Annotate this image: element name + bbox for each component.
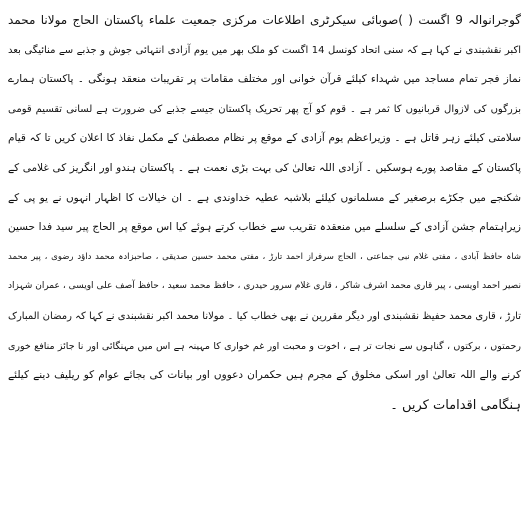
- article-line: شاہ حافظ آبادی ، مفتی غلام نبی جماعتی ، الحاج سرفراز احمد تارڑ ، مفتی محمد حسین صدیقی ، صاحبزادہ محمد داؤد رضوی ، پیر محمد: [8, 251, 521, 262]
- article-line: نماز فجر تمام مساجد میں شہداء کیلئے قرآن خوانی اور مختلف مقامات پر تقریبات منعقد ہونگی ۔ پاکستان ہمارے: [8, 73, 521, 86]
- article-line: ہنگامی اقدامات کریں ۔: [390, 397, 521, 413]
- article-line: اکبر نقشبندی نے کہا ہے کہ سنی اتحاد کونسل 14 اگست کو ملک بھر میں یوم آزادی انتہائی جوش و جذبے سے منائیگی بعد: [8, 44, 521, 56]
- article-line: شکنجے میں جکڑے برصغیر کے مسلمانوں کیلئے بلاشبہ عطیہ خداوندی ہے ۔ ان خیالات کا اظہار انہوں نے یو پی کے: [8, 191, 521, 204]
- article-line: گوجرانوالہ 9 اگست ( )صوبائی سیکرٹری اطلاعات مرکزی جمعیت علماء پاکستان الحاج مولانا محمد: [8, 13, 521, 27]
- article-line: پاکستان کے مقاصد پورے ہوسکیں ۔ آزادی اللہ تعالیٰ کی بہت بڑی نعمت ہے ۔ پاکستان ہندو اور انگریز کی غلامی کے: [8, 161, 521, 174]
- article-line: بزرگوں کی لازوال قربانیوں کا ثمر ہے ۔ قوم کو آج پھر تحریک پاکستان جیسے جذبے کی ضرورت ہے لسانی تقسیم قومی: [8, 103, 521, 115]
- news-article-body: [8, 6, 521, 420]
- article-line: کرنے والے اللہ تعالیٰ اور اسکی مخلوق کے مجرم ہیں حکمران دعووں اور بیانات کی بجائے عوام کو ریلیف دینے کیلئے: [8, 369, 521, 382]
- article-line: تارڑ ، قاری محمد حفیظ نقشبندی اور دیگر مقررین نے بھی خطاب کیا ۔ مولانا محمد اکبر نقشبندی نے کہا کہ رمضان المبارک: [8, 310, 521, 322]
- article-line: سلامتی کیلئے زہر قاتل ہے ۔ وزیراعظم یوم آزادی کے موقع پر نظام مصطفیٰ کے مکمل نفاذ کا اعلان کریں تا کہ قیام: [8, 132, 521, 145]
- article-line: رحمتوں ، برکتوں ، گناہوں سے نجات تر ہے ، اخوت و محبت اور غم خواری کا مہینہ ہے اس میں مہنگائی اور نا جائز منافع خوری: [8, 340, 521, 352]
- article-line: زیراہتمام جشن آزادی کے سلسلے میں منعقدہ تقریب سے خطاب کرتے ہوئے کیا اس موقع پر الحاج پیر سید فدا حسین: [8, 221, 521, 234]
- article-line: نصیر احمد اویسی ، پیر قاری محمد اشرف شاکر ، قاری غلام سرور حیدری ، حافظ محمد سعید ، حافظ آصف علی اویسی ، عمران شہزاد: [8, 281, 521, 292]
